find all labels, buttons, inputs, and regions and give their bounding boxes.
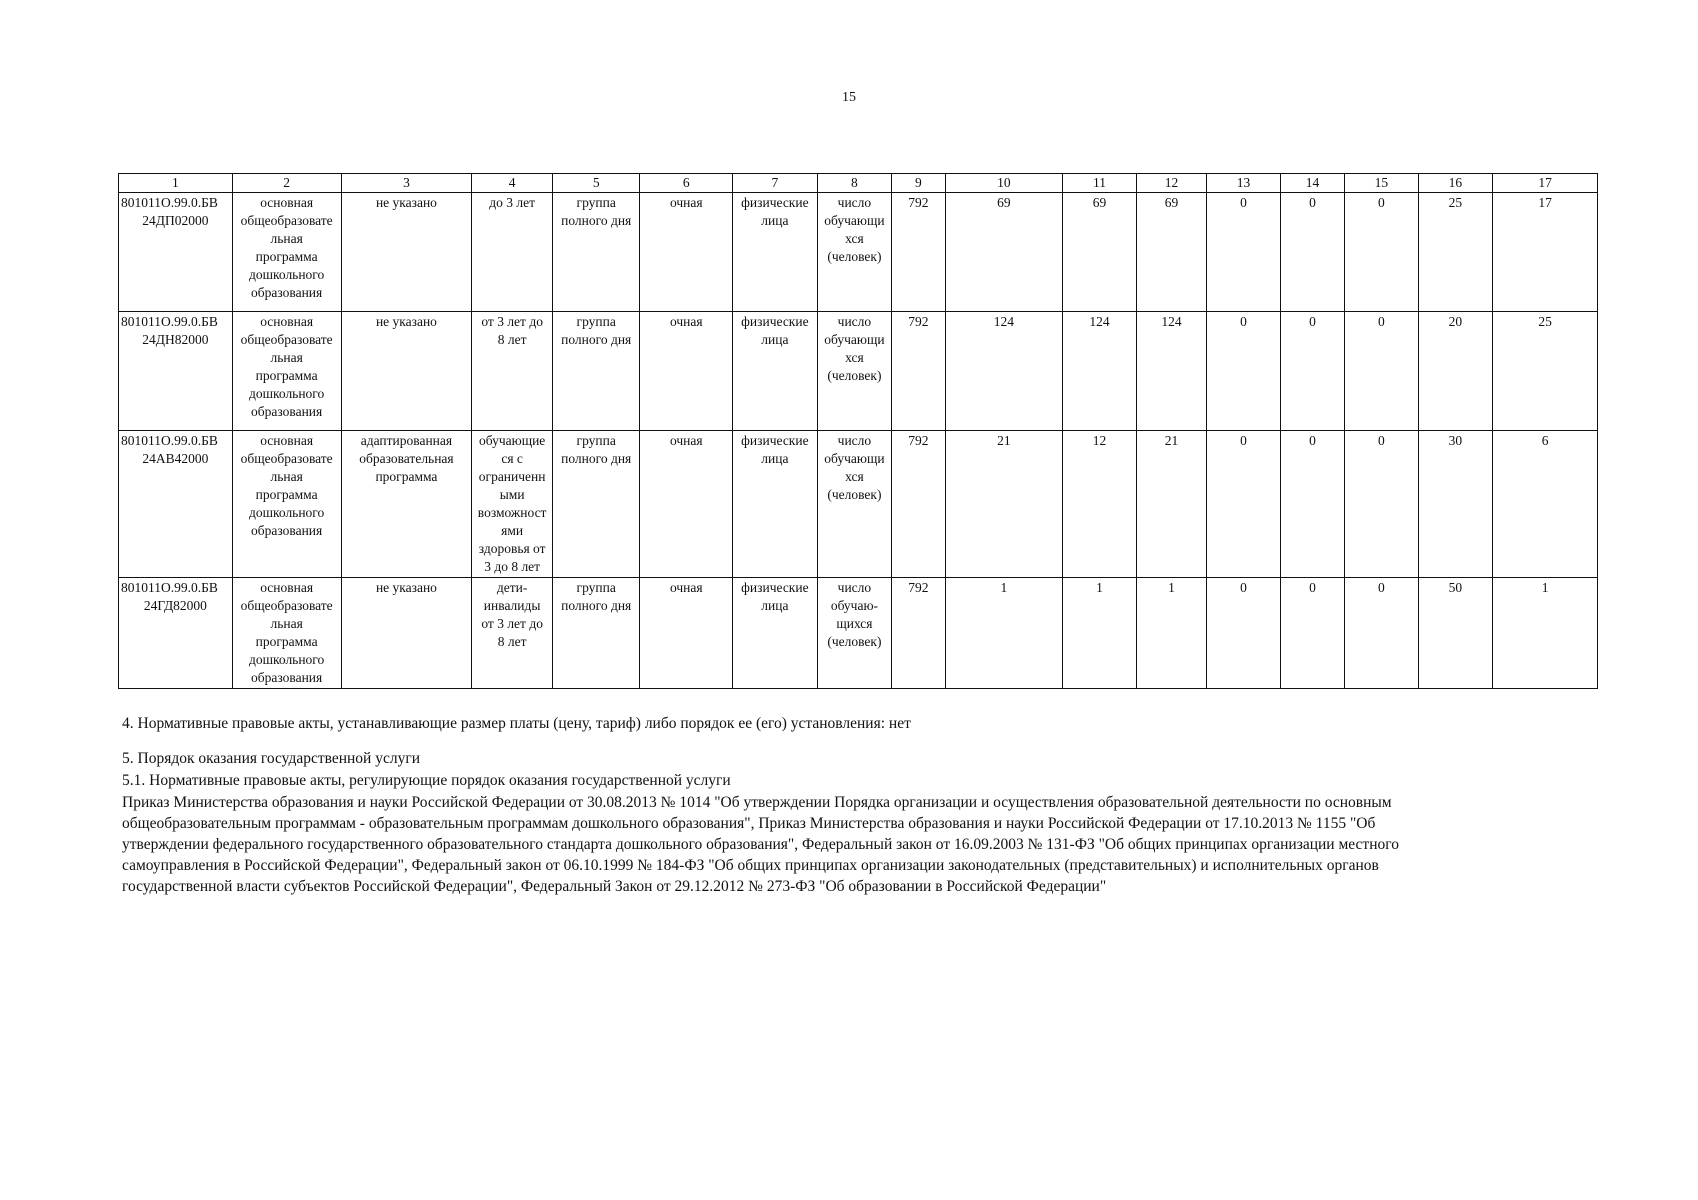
value-cell: 0 (1280, 312, 1344, 431)
program-cell: основная общеобразовате льная программа дошкольного образования (232, 431, 341, 578)
age-cell: до 3 лет (472, 193, 553, 312)
column-header: 12 (1136, 174, 1206, 193)
value-cell: 20 (1418, 312, 1493, 431)
value-cell: 0 (1280, 431, 1344, 578)
body-line: государственной власти субъектов Российской Федерации", Федеральный Закон от 29.12.2012 № 273-ФЗ "Об образовании в Российской Федерации" (122, 878, 1107, 895)
column-header: 9 (892, 174, 945, 193)
value-cell: 1 (1136, 578, 1206, 689)
group-cell: группа полного дня (552, 431, 640, 578)
header-row (119, 174, 1598, 193)
value-cell: 69 (945, 193, 1063, 312)
column-header: 7 (733, 174, 818, 193)
value-cell: 21 (945, 431, 1063, 578)
section-5-1-heading: 5.1. Нормативные правовые акты, регулирующие порядок оказания государственной услуги (122, 772, 731, 789)
value-cell: 0 (1345, 578, 1418, 689)
program-type-cell: не указано (341, 312, 472, 431)
value-cell: 6 (1493, 431, 1598, 578)
program-cell: основная общеобразовате льная программа дошкольного образования (232, 193, 341, 312)
value-cell: 0 (1207, 578, 1280, 689)
program-type-cell: не указано (341, 193, 472, 312)
value-cell: 0 (1345, 193, 1418, 312)
indicator-cell: число обучающи хся (человек) (817, 431, 892, 578)
column-header: 8 (817, 174, 892, 193)
column-header: 2 (232, 174, 341, 193)
column-header: 10 (945, 174, 1063, 193)
column-header: 1 (119, 174, 233, 193)
body-line: Приказ Министерства образования и науки Российской Федерации от 30.08.2013 № 1014 "Об утверждении Порядка организации и осуществления образовательной деятельности по основным (122, 794, 1392, 811)
age-cell: дети- инвалиды от 3 лет до 8 лет (472, 578, 553, 689)
column-header: 6 (640, 174, 733, 193)
services-table (118, 173, 1598, 689)
form-cell: очная (640, 312, 733, 431)
body-line: самоуправления в Российской Федерации", Федеральный закон от 06.10.1999 № 184-ФЗ "Об общих принципах организации законодательных (представительных) и исполнительных органов (122, 857, 1379, 874)
group-cell: группа полного дня (552, 312, 640, 431)
age-cell: обучающие ся с ограниченн ыми возможност ями здоровья от 3 до 8 лет (472, 431, 553, 578)
value-cell: 0 (1207, 312, 1280, 431)
value-cell: 25 (1493, 312, 1598, 431)
value-cell: 50 (1418, 578, 1493, 689)
value-cell: 1 (1063, 578, 1136, 689)
value-cell: 12 (1063, 431, 1136, 578)
table-row (119, 193, 1598, 312)
value-cell: 21 (1136, 431, 1206, 578)
table-row (119, 312, 1598, 431)
registry-code-cell: 801011О.99.0.БВ 24ДП02000 (119, 193, 233, 312)
program-type-cell: адаптированная образовательная программа (341, 431, 472, 578)
unit-code-cell: 792 (892, 578, 945, 689)
unit-code-cell: 792 (892, 431, 945, 578)
value-cell: 0 (1345, 431, 1418, 578)
indicator-cell: число обучающи хся (человек) (817, 193, 892, 312)
value-cell: 124 (1136, 312, 1206, 431)
column-header: 13 (1207, 174, 1280, 193)
value-cell: 69 (1063, 193, 1136, 312)
body-line: общеобразовательным программам - образовательным программам дошкольного образования", Приказ Министерства образования и науки Российской Федерации от 17.10.2013 № 1155 "Об (122, 815, 1376, 832)
value-cell: 124 (1063, 312, 1136, 431)
column-header: 15 (1345, 174, 1418, 193)
table-row (119, 431, 1598, 578)
value-cell: 124 (945, 312, 1063, 431)
section-5-heading: 5. Порядок оказания государственной услуги (122, 750, 420, 767)
value-cell: 1 (945, 578, 1063, 689)
value-cell: 30 (1418, 431, 1493, 578)
registry-code-cell: 801011О.99.0.БВ 24ГД82000 (119, 578, 233, 689)
section-5-1-body (122, 792, 1592, 897)
value-cell: 1 (1493, 578, 1598, 689)
column-header: 3 (341, 174, 472, 193)
registry-code-cell: 801011О.99.0.БВ 24ДН82000 (119, 312, 233, 431)
consumer-cell: физические лица (733, 431, 818, 578)
value-cell: 25 (1418, 193, 1493, 312)
unit-code-cell: 792 (892, 312, 945, 431)
group-cell: группа полного дня (552, 193, 640, 312)
age-cell: от 3 лет до 8 лет (472, 312, 553, 431)
registry-code-cell: 801011О.99.0.БВ 24АВ42000 (119, 431, 233, 578)
column-header: 4 (472, 174, 553, 193)
value-cell: 0 (1207, 193, 1280, 312)
form-cell: очная (640, 578, 733, 689)
column-header: 5 (552, 174, 640, 193)
value-cell: 69 (1136, 193, 1206, 312)
form-cell: очная (640, 193, 733, 312)
group-cell: группа полного дня (552, 578, 640, 689)
page-number: 15 (842, 90, 856, 105)
value-cell: 0 (1207, 431, 1280, 578)
column-header: 14 (1280, 174, 1344, 193)
consumer-cell: физические лица (733, 312, 818, 431)
unit-code-cell: 792 (892, 193, 945, 312)
body-line: утверждении федерального государственного образовательного стандарта дошкольного образования", Федеральный закон от 16.09.2003 № 131-ФЗ "Об общих принципах организации местного (122, 836, 1399, 853)
value-cell: 0 (1280, 193, 1344, 312)
indicator-cell: число обучаю- щихся (человек) (817, 578, 892, 689)
program-cell: основная общеобразовате льная программа дошкольного образования (232, 578, 341, 689)
form-cell: очная (640, 431, 733, 578)
program-cell: основная общеобразовате льная программа дошкольного образования (232, 312, 341, 431)
column-header: 11 (1063, 174, 1136, 193)
value-cell: 0 (1280, 578, 1344, 689)
column-header: 16 (1418, 174, 1493, 193)
column-header: 17 (1493, 174, 1598, 193)
value-cell: 0 (1345, 312, 1418, 431)
section-4-paragraph: 4. Нормативные правовые акты, устанавливающие размер платы (цену, тариф) либо порядок ее (его) установления: нет (122, 715, 911, 732)
table-row (119, 578, 1598, 689)
consumer-cell: физические лица (733, 578, 818, 689)
consumer-cell: физические лица (733, 193, 818, 312)
indicator-cell: число обучающи хся (человек) (817, 312, 892, 431)
value-cell: 17 (1493, 193, 1598, 312)
program-type-cell: не указано (341, 578, 472, 689)
